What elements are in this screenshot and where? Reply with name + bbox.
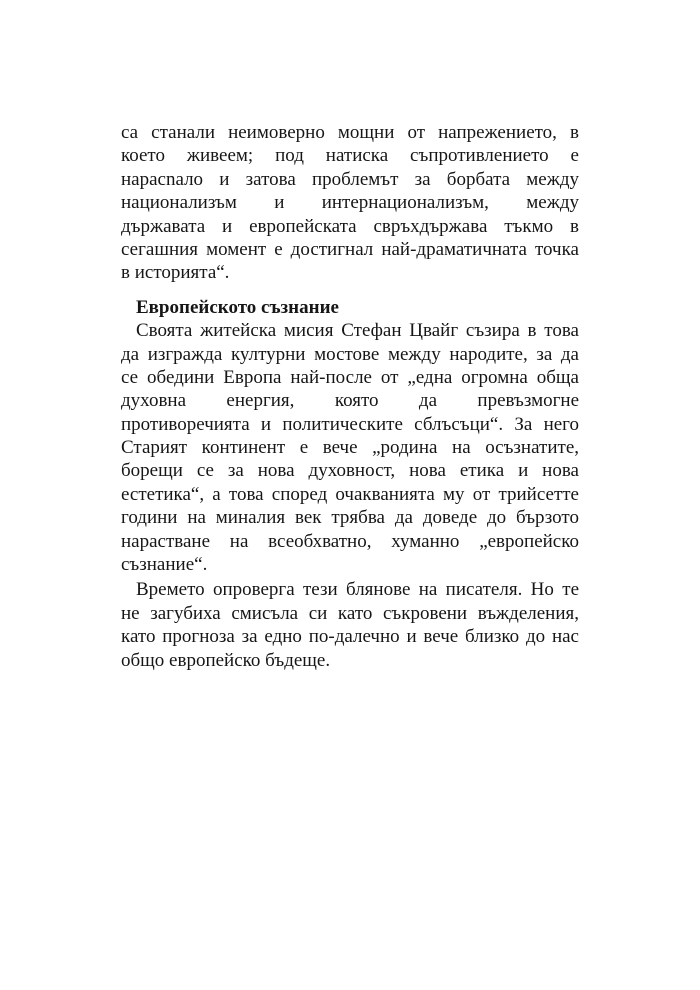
body-text [121, 121, 579, 672]
text-line: не загубиха смисъла си като съкровени въжделения, [121, 602, 579, 624]
text-line: съзнание“. [121, 554, 208, 576]
text-line: национализъм и интернационализъм, между [121, 192, 579, 214]
paragraph-1 [121, 121, 579, 285]
text-line: духовна енергия, която да превъзмогне [121, 390, 579, 412]
text-line: Старият континент е вече „родина на осъзнатите, [121, 437, 579, 459]
text-line: са станали неимоверно мощни от напрежението, в [121, 122, 579, 143]
paragraph-2 [121, 319, 579, 576]
text-line: държавата и европейската свръхдържава тъкмо в [121, 215, 579, 237]
text-line: като прогноза за едно по-далечно и вече близко до нас [121, 626, 579, 648]
text-line: в историята“. [121, 262, 230, 284]
text-line: Своята житейска мисия Стефан Цвайг съзира в това [136, 320, 579, 342]
text-line: да изгражда културни мостове между народите, за да [121, 343, 579, 365]
text-line: Времето опроверга тези блянове на писателя. Но те [136, 579, 579, 601]
text-line: години на миналия век трябва да доведе до бързото [121, 507, 579, 529]
paragraph-3 [121, 578, 579, 672]
text-line: нарасnало и затова проблемът за борбата между [121, 168, 579, 190]
text-line: нарастване на всеобхватно, хуманно „европейско [121, 530, 579, 552]
text-line: естетика“, а това според очакванията му от трийсетте [121, 483, 579, 505]
section-heading: Европейското съзнание [136, 296, 339, 318]
text-line: се обедини Европа най-после от „една огромна обща [121, 366, 579, 388]
text-line: противоречията и политическите сблъсъци“. За него [121, 413, 579, 435]
text-line: сегашния момент е достигнал най-драматичната точка [121, 238, 579, 260]
text-line: общо европейско бъдеще. [121, 649, 331, 671]
text-line: борещи се за нова духовност, нова етика и нова [121, 460, 579, 482]
text-line: което живеем; под натиска съпротивлението е [121, 145, 579, 167]
